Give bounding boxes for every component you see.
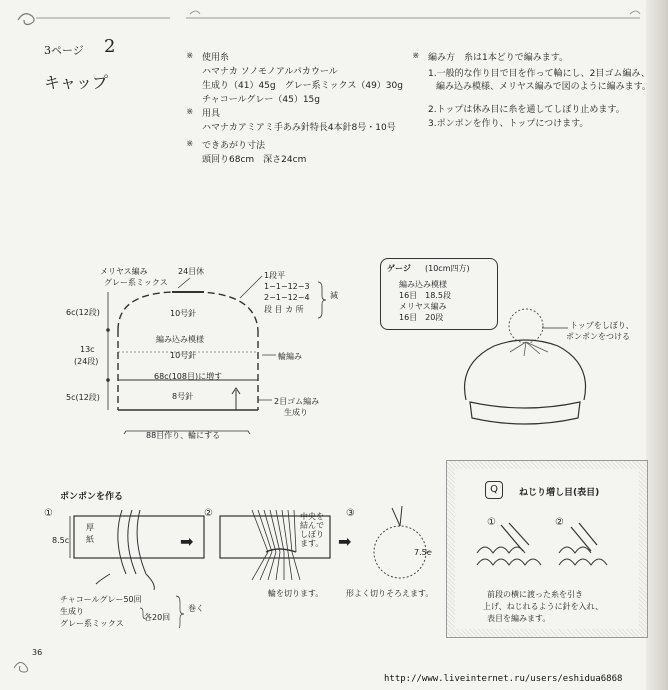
card-height: 8.5c [52,536,70,545]
label-fair-isle: 編み込み模様 [156,335,204,344]
label-decrease-2: 2−1−12−4 [264,293,310,302]
twist-text-1: 前段の横に渡った糸を引き [487,590,583,599]
wind-brackets [130,592,190,628]
tools-line: ハマナカアミアミ手あみ針特長4本針8号・10号 [202,123,396,133]
pompom-step-2-number: ② [204,508,213,519]
instruction-step-1a: 1.一般的な作り目で目を作って輪にし、2目ゴム編み、 [428,69,650,79]
yarn-heading: 使用糸 [202,53,230,63]
gauge-row-1: 編み込み模様 [399,280,447,289]
wind-line-3: グレー系ミックス [60,619,124,628]
asterisk-icon: ⋇ [186,51,194,61]
label-needle-10-mid: 10号針 [170,351,197,360]
dim-mid-a: 13c [80,345,95,354]
page-title: キャップ [44,73,109,92]
label-grey-mix: グレー系ミックス [104,278,168,287]
source-url: http://www.liveinternet.ru/users/eshidua6868 [384,674,623,684]
label-cast-on: 88目作り、輪にする [146,431,221,440]
page-number: 36 [32,648,43,657]
gauge-row-3: メリヤス編み [399,302,447,311]
wind-each: 各20回 [144,613,171,622]
arrow-icon: ➡ [338,532,352,551]
card-label-b: 紙 [86,535,94,544]
header-ornament [0,0,668,40]
pompom-diameter: 7.5c [414,548,432,557]
tie-note-char: し [300,530,308,539]
dim-bottom: 5c(12段) [66,393,100,402]
twist-text-2: 上げ、ねじれるように針を入れ、 [483,602,604,611]
dim-top: 6c(12段) [66,308,100,317]
gauge-row-2: 16目 18.5段 [399,291,451,300]
tie-note-char: で [316,521,324,530]
label-one-row-plain: 1段平 [264,271,286,280]
tie-note-char: り [316,530,324,539]
asterisk-icon: ⋇ [186,139,194,149]
label-needle-8: 8号針 [172,392,194,401]
size-line: 頭回り68cm 深さ24cm [202,155,307,165]
label-natural: 生成り [284,408,308,417]
label-increase: 68c(108目)に増す [154,372,223,381]
label-stockinette: メリヤス編み [100,267,148,276]
pompom-step-1-number: ① [44,508,53,519]
hat-note-2: ポンポンをつける [566,332,630,341]
tie-note-char: を [316,512,324,521]
arrow-icon: ➡ [180,532,194,551]
twist-step-1-number: ① [487,517,496,528]
tie-note-char: 央 [308,512,316,521]
hat-note-1: トップをしぼり、 [570,321,634,330]
instructions-heading: 編み方 糸は1本どりで編みます。 [428,53,569,63]
twist-increase-box [446,460,648,638]
wind-line-2: 生成り [60,607,84,616]
pompom-sketch [509,309,543,343]
twist-text-3: 表目を編みます。 [487,614,551,623]
instruction-step-2: 2.トップは休み目に糸を通してしぼり止めます。 [428,105,625,115]
label-decrease-columns: 段 目 カ 所 [264,305,304,314]
gauge-title: ゲージ [387,264,411,273]
instruction-step-1b: 編み込み模様、メリヤス編みで図のように編みます。 [436,82,651,92]
wind-line-1: チャコールグレー50回 [60,595,142,604]
yarn-brand: ハマナカ ソノモノアルパカウール [202,67,338,77]
asterisk-icon: ⋇ [186,107,194,117]
label-decrease-1: 1−1−12−3 [264,282,310,291]
label-rest-stitches: 24目休 [178,267,205,276]
tie-note-char: 中 [300,512,308,521]
tie-note-char: す。 [308,539,324,548]
size-heading: できあがり寸法 [202,141,266,151]
wind-verb: 巻く [188,604,204,613]
tools-heading: 用具 [202,109,221,119]
label-decrease: 減 [330,291,338,300]
cut-loops-note: 輪を切ります。 [268,589,324,598]
gauge-row-4: 16目 20段 [399,313,444,322]
tie-note-char: ま [300,539,308,548]
tie-note-char: ん [308,521,316,530]
label-ribbing: 2目ゴム編み [274,397,320,406]
hat-sketch [450,290,610,440]
page-spine-shadow [646,0,668,690]
instruction-step-3: 3.ポンポンを作り、トップにつけます。 [428,119,589,129]
pompom-heading: ポンポンを作る [60,492,124,502]
trim-note: 形よく切りそろえます。 [346,589,434,598]
label-needle-10-top: 10号針 [170,309,197,318]
dim-mid-b: (24段) [74,357,99,366]
tie-note-char: 結 [300,521,308,530]
twist-step-2-number: ② [555,517,564,528]
gauge-unit: (10cm四方) [425,264,470,273]
twist-increase-illustration [473,515,623,585]
label-round-knit: 輪編み [278,352,302,361]
twist-title: ねじり増し目(表目) [519,488,600,498]
tie-note-char: ぼ [308,530,316,539]
twist-symbol: Q [485,481,503,499]
pompom-step-3-number: ③ [346,508,355,519]
page-reference: 3ページ [44,44,84,57]
asterisk-icon: ⋇ [412,51,420,61]
yarn-line-2: チャコールグレー（45）15g [202,95,320,105]
tie-note-vertical [300,512,324,548]
yarn-line-1: 生成り（41）45g グレー系ミックス（49）30g [202,81,403,91]
item-number: 2 [104,36,116,57]
footer-ornament [10,656,40,676]
card-label-a: 厚 [86,523,94,532]
